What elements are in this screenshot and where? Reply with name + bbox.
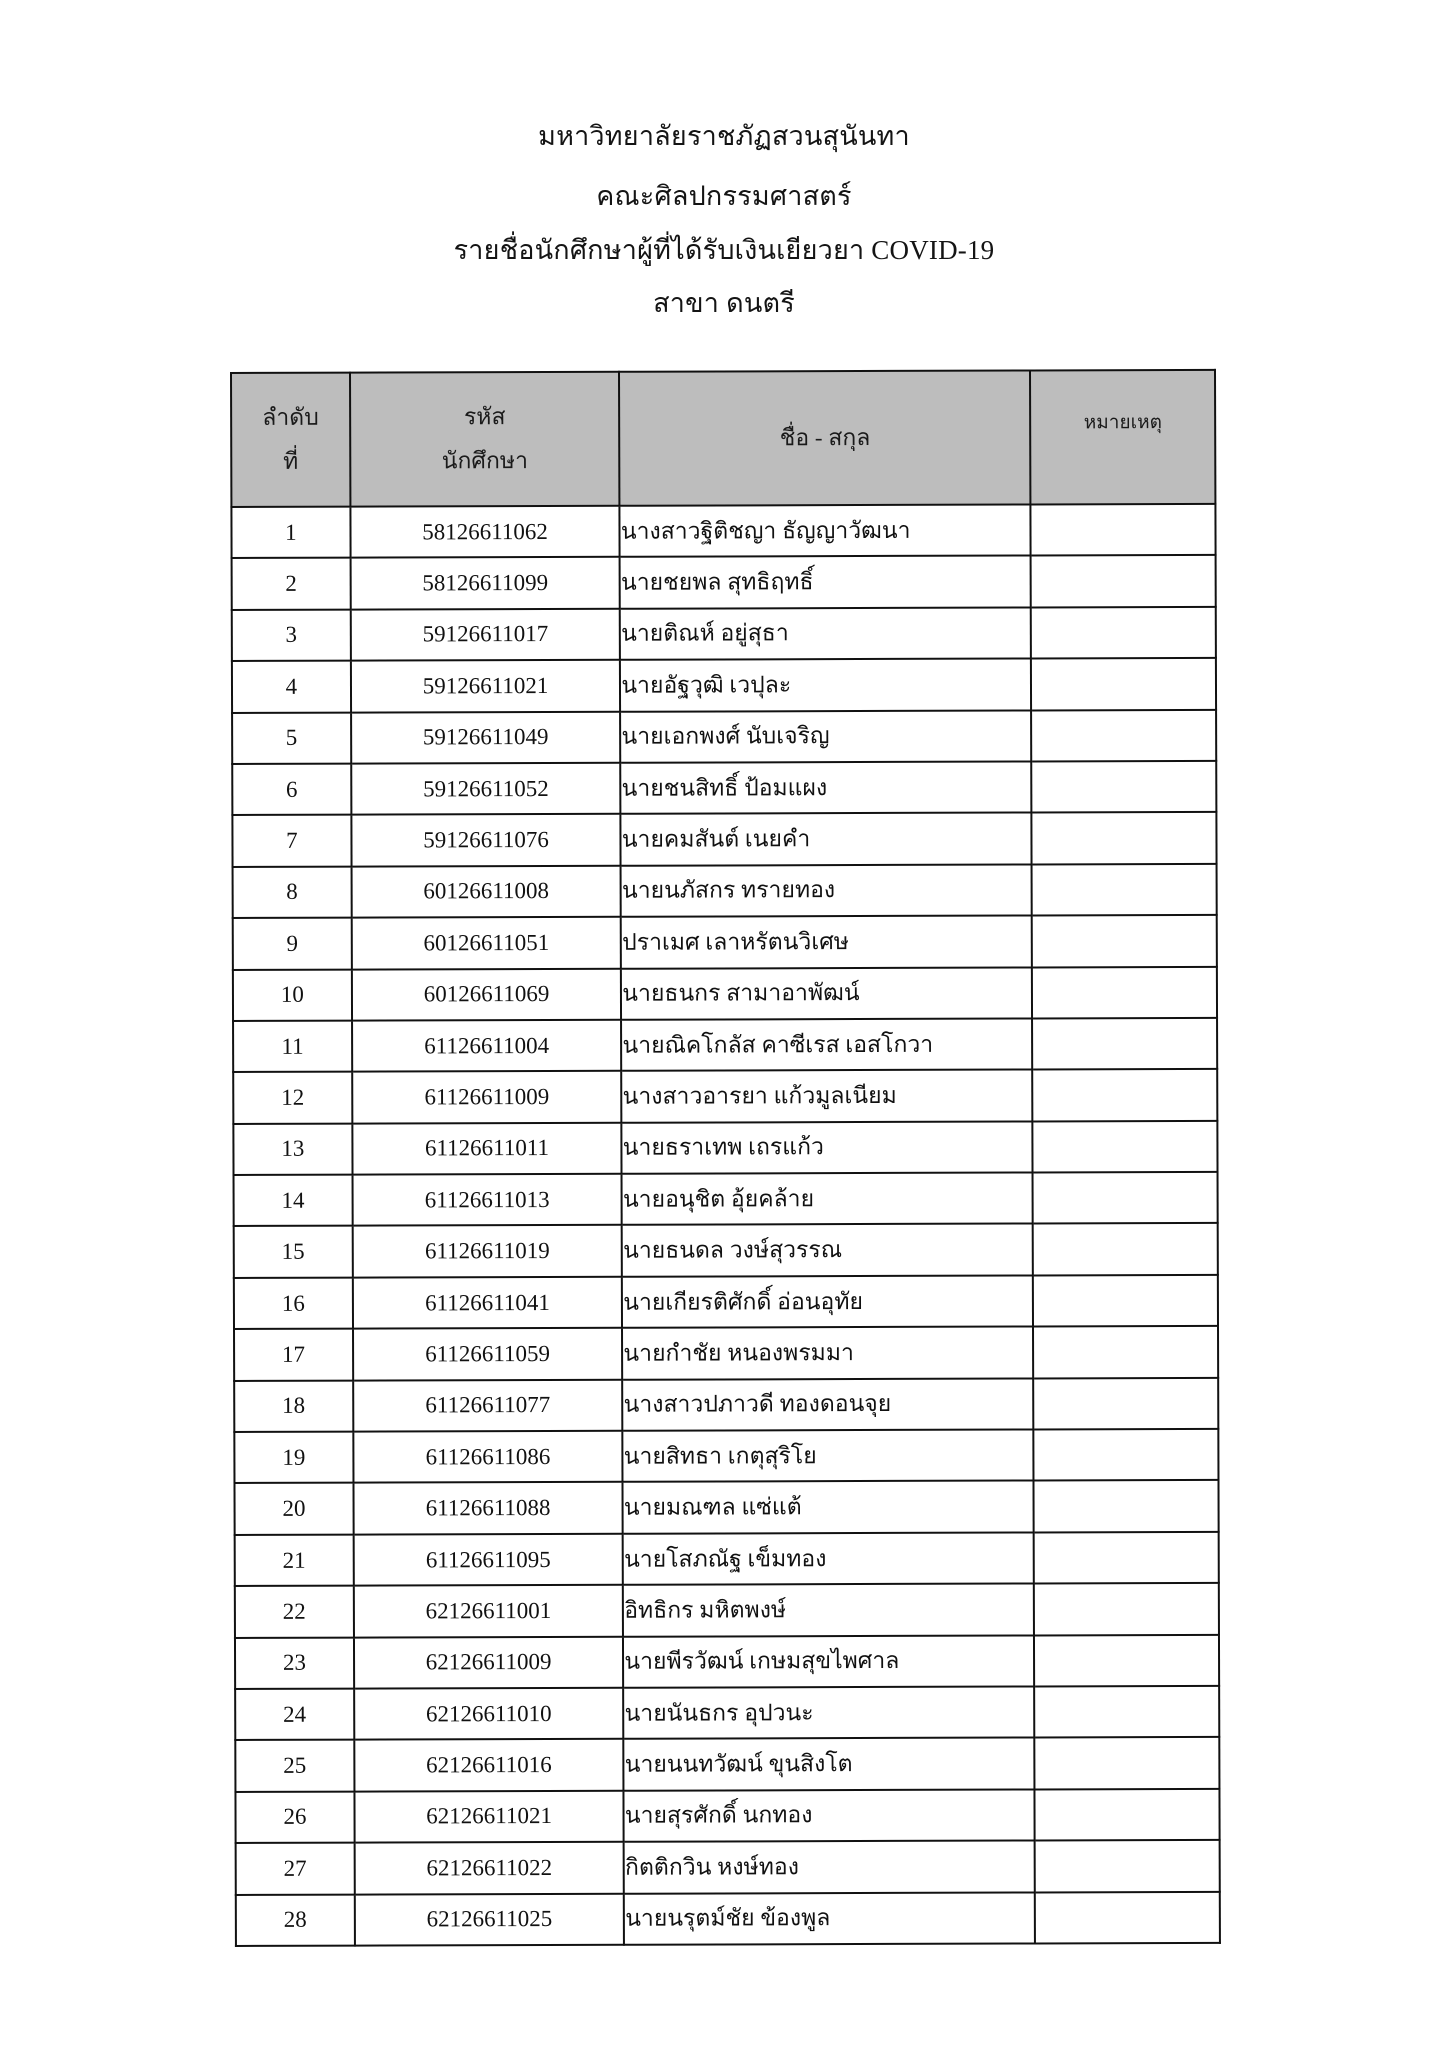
- row-remark: [1034, 1429, 1219, 1481]
- table-row: [231, 504, 1215, 558]
- table-row: [234, 1223, 1218, 1277]
- row-student-id: 61126611004: [352, 1020, 622, 1072]
- row-student-name: นายธราเทพ เถรแก้ว: [622, 1121, 1033, 1174]
- row-student-name: ปราเมศ เลาหรัตนวิเศษ: [621, 916, 1032, 969]
- row-student-id: 62126611025: [355, 1893, 625, 1945]
- table-row: [232, 607, 1216, 661]
- row-sequence-number: 7: [232, 815, 351, 867]
- row-remark: [1033, 1223, 1218, 1275]
- row-remark: [1034, 1480, 1219, 1532]
- row-sequence-number: 1: [231, 507, 350, 559]
- row-student-id: 61126611086: [353, 1431, 623, 1483]
- row-student-id: 60126611008: [351, 866, 621, 918]
- row-remark: [1033, 1378, 1218, 1430]
- row-remark: [1032, 864, 1217, 916]
- table-row: [234, 1378, 1218, 1432]
- row-student-id: 61126611013: [352, 1174, 622, 1226]
- row-student-id: 62126611016: [354, 1739, 624, 1791]
- table-row: [234, 1480, 1218, 1534]
- table-row: [234, 1326, 1218, 1380]
- row-student-id: 59126611049: [351, 711, 621, 763]
- row-student-name: นางสาวฐิติชญา ธัญญาวัฒนา: [620, 504, 1031, 557]
- row-student-id: 61126611088: [353, 1482, 623, 1534]
- row-sequence-number: 20: [234, 1483, 353, 1535]
- row-sequence-number: 26: [235, 1791, 354, 1843]
- row-student-id: 61126611059: [353, 1328, 623, 1380]
- row-student-name: นายเอกพงศ์ นับเจริญ: [620, 710, 1031, 763]
- university-title: มหาวิทยาลัยราชภัฏสวนสุนันทา: [538, 121, 910, 151]
- row-student-id: 60126611069: [352, 968, 622, 1020]
- table-row: [232, 709, 1216, 763]
- row-sequence-number: 17: [234, 1329, 353, 1381]
- table-header-row: [231, 370, 1215, 507]
- row-student-name: นายสิทธา เกตุสุริโย: [623, 1430, 1034, 1483]
- row-student-name: นายชยพล สุทธิฤทธิ์: [620, 556, 1031, 609]
- row-remark: [1032, 966, 1217, 1018]
- table-row: [232, 658, 1216, 712]
- list-title: รายชื่อนักศึกษาผู้ที่ได้รับเงินเยียวยา COVID-19: [453, 235, 995, 265]
- row-sequence-number: 11: [233, 1021, 352, 1073]
- row-sequence-number: 15: [234, 1226, 353, 1278]
- row-remark: [1032, 761, 1217, 813]
- table-row: [234, 1275, 1218, 1329]
- row-sequence-number: 24: [235, 1689, 354, 1741]
- header-remark: หมายเหตุ: [1030, 370, 1215, 505]
- row-student-name: นายชนสิทธิ์ ป้อมแผง: [621, 761, 1032, 814]
- row-student-name: นายธนกร สามาอาพัฒน์: [621, 967, 1032, 1020]
- row-remark: [1031, 555, 1216, 607]
- table-row: [235, 1686, 1219, 1740]
- row-remark: [1035, 1891, 1220, 1943]
- table-body: [231, 504, 1220, 1946]
- row-sequence-number: 22: [235, 1586, 354, 1638]
- row-student-name: นายติณห์ อยู่สุธา: [620, 607, 1031, 660]
- header-student-id-line1: รหัส: [463, 404, 506, 430]
- header-student-id: [350, 372, 620, 507]
- row-student-id: 59126611076: [351, 814, 621, 866]
- faculty-title: คณะศิลปกรรมศาสตร์: [596, 181, 852, 211]
- row-student-name: กิตติกวิน หงษ์ทอง: [624, 1841, 1035, 1894]
- table-row: [236, 1891, 1220, 1945]
- row-student-name: นายอนุชิต อุ้ยคล้าย: [622, 1173, 1033, 1226]
- row-student-id: 60126611051: [352, 917, 622, 969]
- row-student-id: 62126611021: [354, 1791, 624, 1843]
- row-sequence-number: 9: [233, 918, 352, 970]
- header-sequence-line1: ลำดับ: [262, 404, 319, 430]
- row-student-id: 61126611011: [352, 1122, 622, 1174]
- major-title: สาขา ดนตรี: [653, 288, 795, 318]
- table-row: [232, 761, 1216, 815]
- row-sequence-number: 23: [235, 1637, 354, 1689]
- row-remark: [1032, 915, 1217, 967]
- row-student-name: นายอัฐวุฒิ เวปุละ: [620, 659, 1031, 712]
- row-student-name: นายเกียรติศักดิ์ อ่อนอุทัย: [622, 1275, 1033, 1328]
- student-roster-table: [230, 369, 1221, 1947]
- row-remark: [1031, 709, 1216, 761]
- row-sequence-number: 8: [233, 866, 352, 918]
- row-remark: [1034, 1583, 1219, 1635]
- header-full-name: ชื่อ - สกุล: [619, 370, 1030, 505]
- row-remark: [1033, 1121, 1218, 1173]
- header-sequence-line2: ที่: [283, 448, 299, 474]
- table-row: [235, 1789, 1219, 1843]
- row-remark: [1032, 1018, 1217, 1070]
- row-sequence-number: 12: [233, 1072, 352, 1124]
- row-remark: [1034, 1686, 1219, 1738]
- row-sequence-number: 14: [234, 1175, 353, 1227]
- row-student-name: นางสาวปภาวดี ทองดอนจุย: [622, 1378, 1033, 1431]
- table-row: [232, 555, 1216, 609]
- row-remark: [1031, 607, 1216, 659]
- row-sequence-number: 13: [233, 1123, 352, 1175]
- table-row: [235, 1583, 1219, 1637]
- row-remark: [1034, 1532, 1219, 1584]
- row-student-id: 61126611009: [352, 1071, 622, 1123]
- header-sequence-number: [231, 373, 350, 507]
- row-sequence-number: 28: [236, 1894, 355, 1946]
- row-student-name: นายโสภณัฐ เข็มทอง: [623, 1532, 1034, 1585]
- row-remark: [1035, 1840, 1220, 1892]
- row-remark: [1035, 1789, 1220, 1841]
- row-remark: [1033, 1326, 1218, 1378]
- row-remark: [1031, 504, 1216, 556]
- row-remark: [1031, 658, 1216, 710]
- row-student-name: นายสุรศักดิ์ นกทอง: [624, 1789, 1035, 1842]
- row-student-id: 59126611052: [351, 763, 621, 815]
- table-row: [236, 1840, 1220, 1894]
- table-row: [234, 1172, 1218, 1226]
- row-sequence-number: 18: [234, 1380, 353, 1432]
- row-student-id: 59126611017: [351, 609, 621, 661]
- table-row: [233, 864, 1217, 918]
- row-remark: [1033, 1275, 1218, 1327]
- row-student-id: 61126611019: [352, 1225, 622, 1277]
- row-student-name: นายธนดล วงษ์สุวรรณ: [622, 1224, 1033, 1277]
- table-row: [234, 1429, 1218, 1483]
- row-sequence-number: 27: [236, 1843, 355, 1895]
- row-remark: [1032, 812, 1217, 864]
- row-sequence-number: 16: [234, 1277, 353, 1329]
- row-student-id: 61126611041: [353, 1277, 623, 1329]
- row-student-id: 62126611022: [354, 1842, 624, 1894]
- row-student-name: อิทธิกร มหิตพงษ์: [623, 1584, 1034, 1637]
- row-sequence-number: 2: [232, 558, 351, 610]
- row-sequence-number: 3: [232, 609, 351, 661]
- row-student-name: นายนรุตม์ชัย ข้องพูล: [624, 1892, 1035, 1945]
- row-sequence-number: 10: [233, 969, 352, 1021]
- row-sequence-number: 25: [235, 1740, 354, 1792]
- row-student-name: นายนันธกร อุปวนะ: [623, 1686, 1034, 1739]
- row-student-id: 61126611095: [353, 1534, 623, 1586]
- row-remark: [1034, 1634, 1219, 1686]
- table-row: [232, 812, 1216, 866]
- row-sequence-number: 6: [232, 764, 351, 816]
- row-student-id: 62126611009: [354, 1636, 624, 1688]
- table-row: [233, 1018, 1217, 1072]
- table-row: [233, 966, 1217, 1020]
- row-sequence-number: 19: [234, 1432, 353, 1484]
- row-student-name: นายนนทวัฒน์ ขุนสิงโต: [624, 1738, 1035, 1791]
- row-student-name: นายพีรวัฒน์ เกษมสุขไพศาล: [623, 1635, 1034, 1688]
- row-remark: [1035, 1737, 1220, 1789]
- row-sequence-number: 21: [235, 1534, 354, 1586]
- row-student-id: 58126611062: [350, 506, 620, 558]
- row-remark: [1033, 1172, 1218, 1224]
- row-student-id: 62126611001: [354, 1585, 624, 1637]
- row-student-name: นายกำชัย หนองพรมมา: [622, 1327, 1033, 1380]
- row-student-name: นายคมสันต์ เนยคำ: [621, 813, 1032, 866]
- row-student-id: 62126611010: [354, 1688, 624, 1740]
- row-remark: [1033, 1069, 1218, 1121]
- header-student-id-line2: นักศึกษา: [441, 448, 529, 474]
- row-sequence-number: 4: [232, 661, 351, 713]
- table-row: [235, 1737, 1219, 1791]
- row-student-id: 59126611021: [351, 660, 621, 712]
- row-student-name: นางสาวอารยา แก้วมูลเนียม: [622, 1070, 1033, 1123]
- table-row: [233, 915, 1217, 969]
- table-row: [233, 1069, 1217, 1123]
- row-student-name: นายนภัสกร ทรายทอง: [621, 864, 1032, 917]
- row-sequence-number: 5: [232, 712, 351, 764]
- row-student-id: 58126611099: [350, 557, 620, 609]
- row-student-name: นายมณฑล แซ่แต้: [623, 1481, 1034, 1534]
- table-row: [235, 1634, 1219, 1688]
- row-student-name: นายณิคโกลัส คาซีเรส เอสโกวา: [621, 1018, 1032, 1071]
- table-row: [235, 1532, 1219, 1586]
- table-row: [233, 1121, 1217, 1175]
- row-student-id: 61126611077: [353, 1379, 623, 1431]
